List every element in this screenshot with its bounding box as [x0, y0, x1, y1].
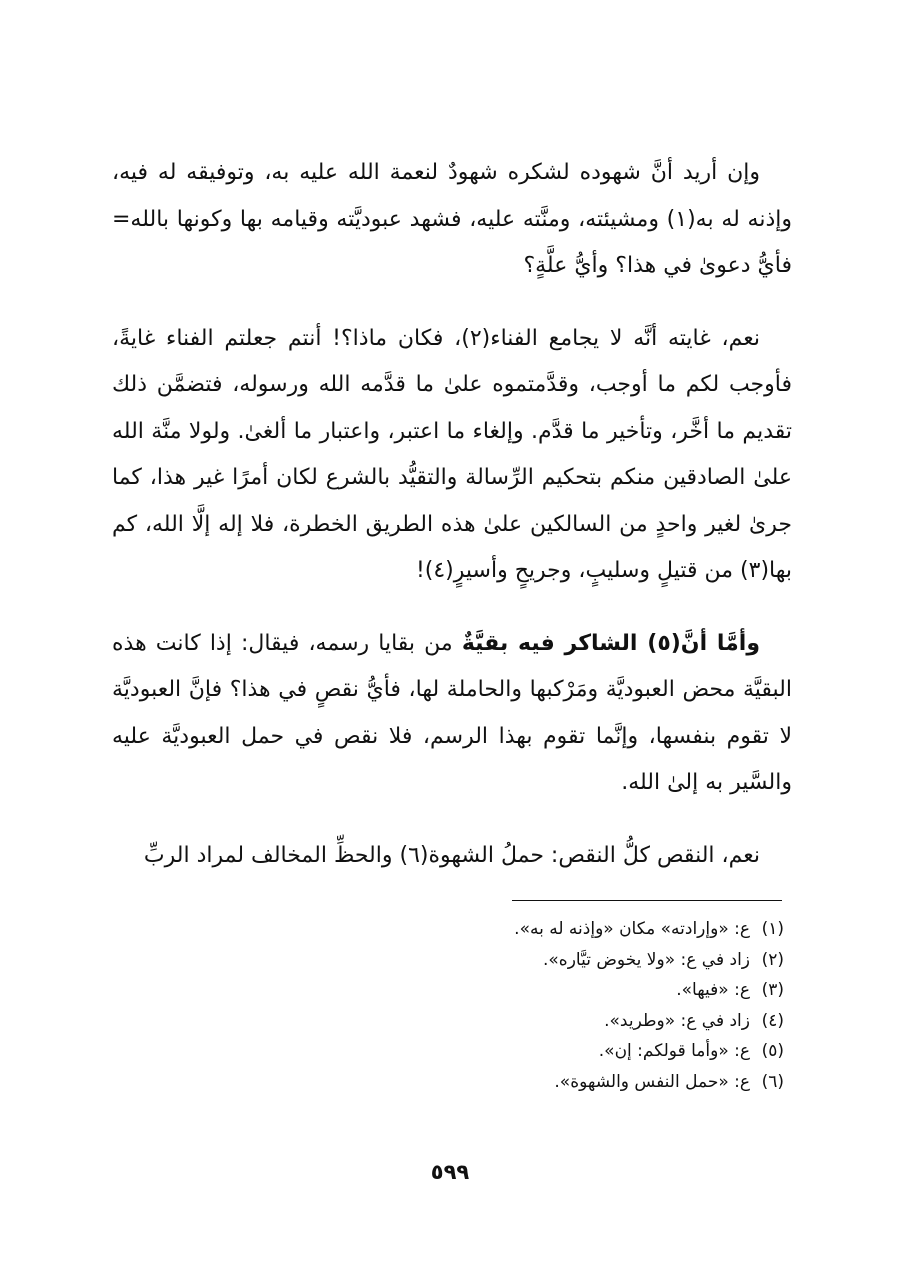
footnote-text: ع: «فيها». — [676, 980, 750, 1000]
paragraph-lead: وأمَّا أنَّ(٥) الشاكر فيه بقيَّةٌ — [461, 630, 761, 656]
main-text — [112, 150, 792, 905]
page-number: ٥٩٩ — [430, 1160, 470, 1184]
footnote-text: زاد في ع: «ولا يخوض تيَّاره». — [543, 949, 750, 970]
footnote-number: (٥) — [761, 1041, 784, 1061]
footnote-text: ع: «حمل النفس والشهوة». — [554, 1071, 750, 1092]
footnote-number: (٦) — [761, 1071, 784, 1092]
footnotes-list — [112, 914, 784, 1097]
footnote-number: (٢) — [761, 949, 784, 970]
footnote-number: (٤) — [761, 1010, 784, 1031]
paragraph — [112, 833, 792, 880]
footnote-number: (٣) — [761, 980, 784, 1000]
paragraph-text: نعم، النقص كلُّ النقص: حملُ الشهوة(٦) والحظِّ المخالف لمراد الربِّ — [143, 842, 760, 868]
footnote — [112, 914, 784, 945]
footnote — [112, 945, 784, 976]
paragraph — [112, 150, 792, 290]
paragraph-text: وإن أريد أنَّ شهوده لشكره شهودٌ لنعمة الله عليه به، وتوفيقه له فيه، وإذنه له به(١) ومشيئته، ومنَّته عليه، فشهد عبوديَّته وقيامه بها وكونها بالله= فأيُّ دعوىٰ في هذا؟ وأيُّ علَّةٍ؟ — [112, 160, 793, 278]
footnote-text: زاد في ع: «وطريد». — [604, 1010, 750, 1031]
footnote — [112, 975, 784, 1006]
footnote-number: (١) — [761, 919, 784, 939]
footnote-text: ع: «وإرادته» مكان «وإذنه له به». — [514, 919, 750, 939]
footnote — [112, 1006, 784, 1037]
footnote-divider — [512, 900, 782, 901]
footnote-text: ع: «وأما قولكم: إن». — [598, 1041, 750, 1061]
paragraph-text: نعم، غايته أنَّه لا يجامع الفناء(٢)، فكان ماذا؟! أنتم جعلتم الفناء غايةً، فأوجب لكم ما أوجب، وقدَّمتموه علىٰ ما قدَّمه الله ورسوله، فتضمَّن ذلك تقديم ما أخَّر، وتأخير ما قدَّم. وإلغاء ما اعتبر، واعتبار ما ألغىٰ. ولولا منَّة الله علىٰ الصادقين منكم بتحكيم الرِّسالة والتقيُّد بالشرع لكان أمرًا غير هذا، كما جرىٰ لغير واحدٍ من السالكين علىٰ هذه الطريق الخطرة، فلا إله إلَّا الله، كم بها(٣) من قتيلٍ وسليبٍ، وجريحٍ وأسيرٍ(٤)! — [112, 325, 792, 583]
footnote — [112, 1036, 784, 1067]
paragraph-text: من بقايا رسمه، فيقال: إذا كانت هذه البقيَّة محض العبوديَّة ومَرْكبها والحاملة لها، فأيُّ نقصٍ في هذا؟ فإنَّ العبوديَّة لا تقوم بنفسها، وإنَّما تقوم بهذا الرسم، فلا نقص في حمل العبوديَّة عليه والسَّير به إلىٰ الله. — [112, 630, 792, 795]
paragraph — [112, 621, 792, 807]
paragraph — [112, 316, 792, 595]
footnote — [112, 1067, 784, 1098]
